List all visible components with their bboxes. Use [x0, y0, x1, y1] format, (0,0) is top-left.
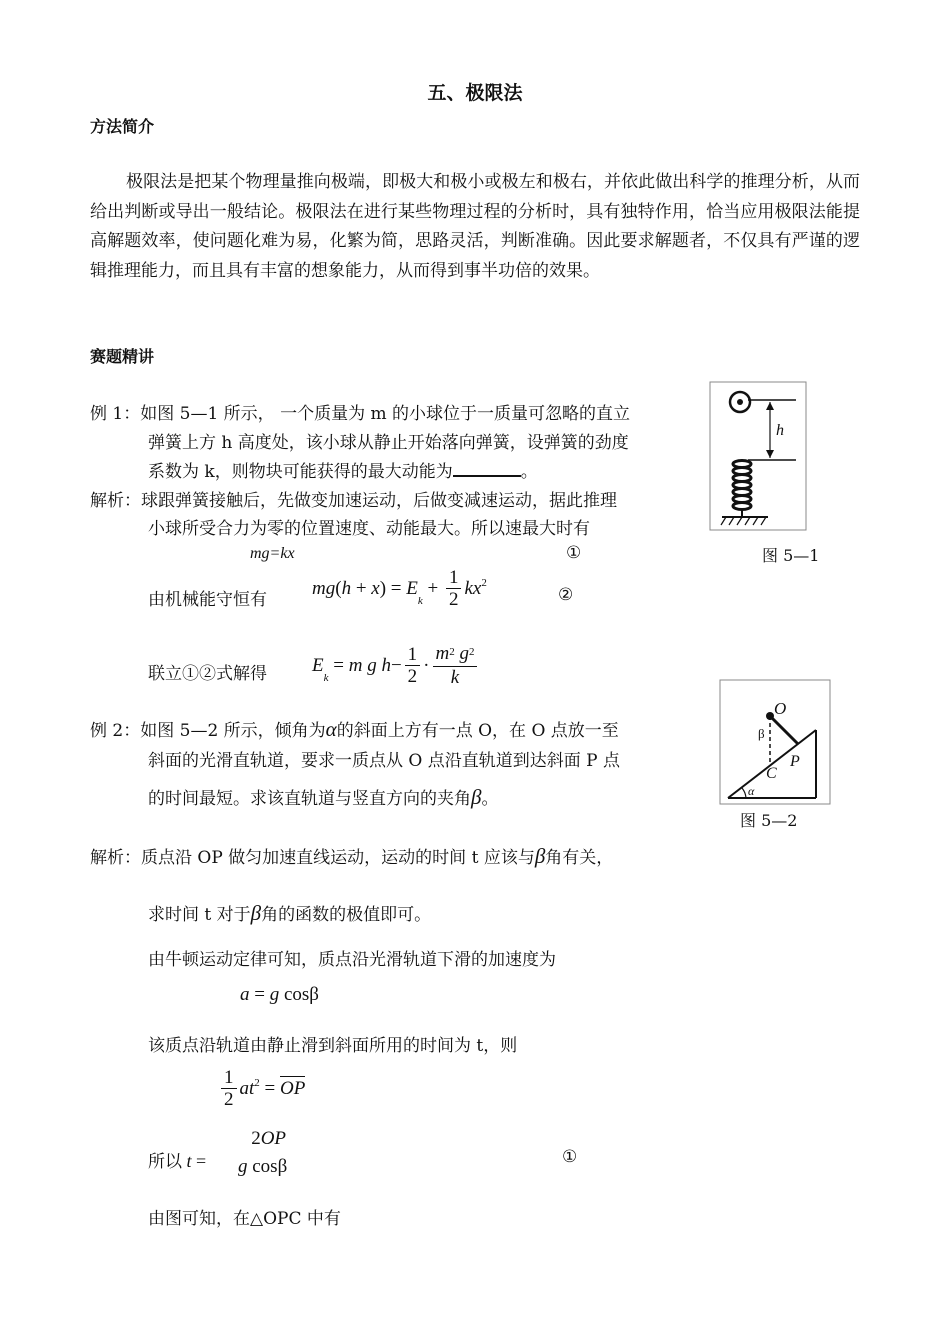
example2-solution-line2-end: 角的函数的极值即可。: [261, 905, 432, 925]
example1-line1: 例 1：如图 5—1 所示， 一个质量为 m 的小球位于一质量可忽略的直立: [90, 404, 630, 424]
example1-line2: 弹簧上方 h 高度处，该小球从静止开始落向弹簧，设弹簧的劲度: [148, 433, 629, 453]
example1-line3: [148, 457, 538, 482]
example2-solution-line5-text: 所以: [148, 1152, 182, 1172]
figure-label-h: h: [776, 422, 784, 439]
joint-solution-label: 联立①②式解得: [148, 664, 267, 684]
example2-line1-end: 的斜面上方有一点 O，在 O 点放一至: [336, 721, 619, 741]
equation-energy-conservation: $mg(h + x) = E_k$ + $\frac{1}{2}$ $kx^2$: [312, 567, 487, 610]
intro-paragraph: [90, 168, 860, 286]
figure-label-alpha: α: [748, 784, 755, 798]
section-heading-examples: 赛题精讲: [90, 347, 155, 366]
symbol-beta: β: [534, 844, 546, 868]
example2-solution-line3: 由牛顿运动定律可知，质点沿光滑轨道下滑的加速度为: [148, 950, 556, 970]
example1-line3-text: 系数为 k，则物块可能获得的最大动能为: [148, 462, 453, 482]
figure-label-C: C: [766, 765, 777, 782]
equation-mg-kx: mg=kx: [250, 545, 295, 562]
example1-line3-end: 。: [520, 462, 538, 482]
answer-blank: [453, 461, 521, 477]
energy-conservation-label: 由机械能守恒有: [148, 590, 267, 610]
equation-acceleration: a = g cosβ: [240, 984, 319, 1005]
example1-solution-line2: 小球所受合力为零的位置速度、动能最大。所以速最大时有: [148, 519, 590, 539]
symbol-beta: β: [250, 901, 262, 925]
example2-line3-text: 的时间最短。求该直轨道与竖直方向的夹角: [148, 789, 471, 809]
example2-solution-line2: [148, 900, 431, 926]
equation-time: 2OP g cosβ: [238, 1128, 288, 1177]
example2-line3: [148, 784, 498, 810]
figure-label-P: P: [790, 753, 800, 770]
intro-text: 极限法是把某个物理量推向极端，即极大和极小或极左和极右，并依此做出科学的推理分析，从而给出判断或导出一般结论。极限法在进行某些物理过程的分析时，具有独特作用，恰当应用极限法能提高解题效率，使问题化难为易，化繁为简，思路灵活，判断准确。因此要求解题者，不仅具有严谨的逻辑推理能力，而且具有丰富的想象能力，从而得到事半功倍的效果。: [90, 172, 860, 281]
example2-solution-line2-text: 求时间 t 对于: [148, 905, 251, 925]
equation-displacement: $\frac{1}{2}$ $at^2$ = OP: [218, 1068, 305, 1111]
equation-number-1: ①: [566, 543, 582, 563]
example2-solution-line6: 由图可知，在△OPC 中有: [148, 1209, 341, 1229]
figure-5-2-incline: [718, 678, 832, 806]
page-title: 五、极限法: [427, 82, 523, 104]
equation-number-1b: ①: [562, 1147, 578, 1167]
example2-solution-line1: [90, 843, 613, 869]
section-heading-intro: 方法简介: [90, 117, 155, 136]
example2-solution-line1-text: 解析：质点沿 OP 做匀加速直线运动，运动的时间 t 应该与: [90, 848, 535, 868]
figure-5-2-caption: 图 5—2: [740, 811, 798, 830]
figure-label-O: O: [774, 699, 787, 718]
example2-line2: 斜面的光滑直轨道，要求一质点从 O 点沿直轨道到达斜面 P 点: [148, 751, 620, 771]
symbol-alpha: α: [325, 717, 337, 741]
figure-label-beta: β: [758, 726, 765, 741]
example2-solution-line4: 该质点沿轨道由静止滑到斜面所用的时间为 t，则: [148, 1036, 518, 1056]
equation-max-kinetic-energy: $E_k = m$ g h− $\frac{1}{2}$ · $\frac{m^2 g^2}{k}$: [312, 644, 480, 689]
example2-solution-line1-end: 角有关，: [545, 848, 614, 868]
example2-solution-line5: 所以 t =: [148, 1151, 207, 1172]
example2-line1: [90, 716, 619, 742]
example1-solution-line1: 解析：球跟弹簧接触后，先做变加速运动，后做变减速运动，据此推理: [90, 491, 617, 511]
equation-number-2: ②: [558, 585, 574, 605]
symbol-beta: β: [471, 785, 482, 809]
figure-5-1-spring-ball: [708, 380, 808, 532]
example2-line1-text: 例 2：如图 5—2 所示，倾角为: [90, 721, 326, 741]
example2-line3-end: 。: [481, 789, 499, 809]
figure-5-1-caption: 图 5—1: [762, 546, 820, 565]
